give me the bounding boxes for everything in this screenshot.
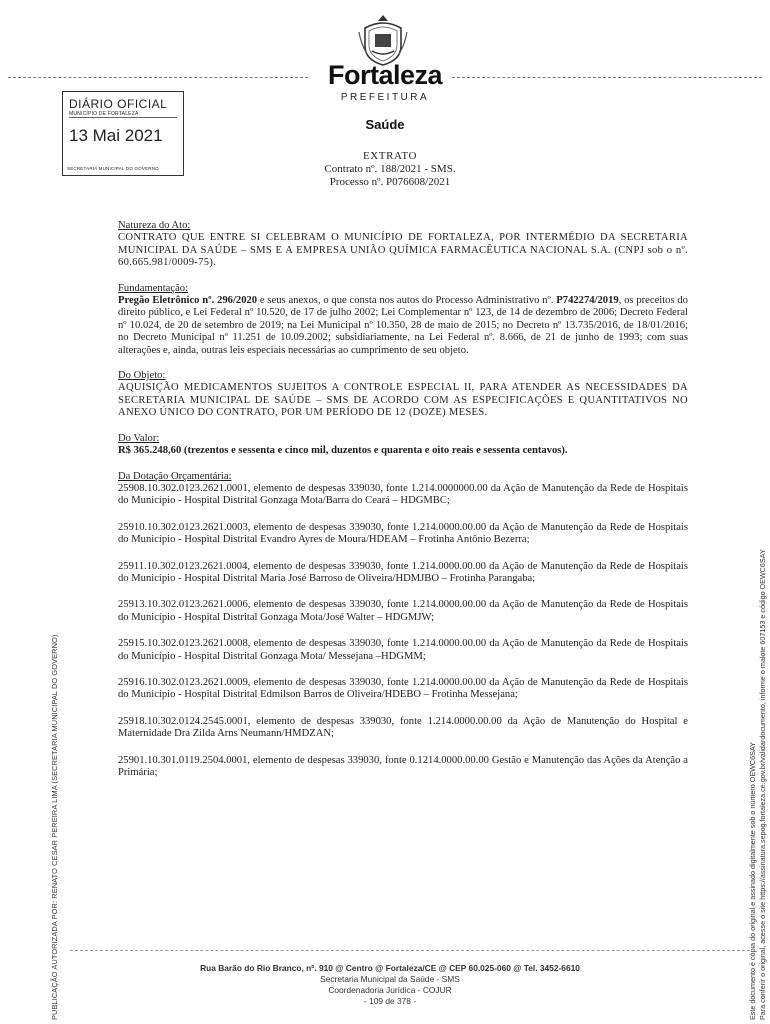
section-title: Do Objeto: — [118, 370, 166, 382]
bid-reference: Pregão Eletrônico nº. 296/2020 — [118, 295, 258, 307]
section-natureza — [118, 220, 688, 270]
budget-item: 25911.10.302.0123.2621.0004, elemento de despesas 339030, fonte 1.214.0000.00.00 da Ação de Manutenção da Rede de Hospitais do Município - Hospital Distrital Maria José Barroso de Oliveira/HDMJBO – Frotinha Parangaba; — [118, 560, 688, 584]
stamp-date: 13 Mai 2021 — [69, 126, 163, 145]
budget-item: 25901.10.301.0119.2504.0001, elemento de despesas 339030, fonte 0.1214.0000.00.00 Gestão e Manutenção das Ações da Atenção a Primária; — [118, 754, 688, 778]
header-rule-left — [8, 77, 308, 78]
fundamentacao-mid: e seus anexos, o que consta nos autos do Processo Administrativo nº. — [257, 295, 557, 307]
header-rule-right — [452, 77, 762, 78]
section-title: Natureza do Ato: — [118, 220, 191, 231]
brand-subtitle: PREFEITURA — [340, 92, 430, 103]
official-gazette-stamp — [62, 91, 184, 176]
footer-coordination: Coordenadoria Jurídica - COJUR — [328, 985, 452, 995]
section-title: Fundamentação: — [118, 282, 189, 294]
publication-authorization-note: PUBLICAÇÃO AUTORIZADA POR: RENATO CESAR PEREIRA LIMA (SECRETARIA MUNICIPAL DO GOVERNO) — [50, 634, 59, 1020]
budget-item: 25910.10.302.0123.2621.0003, elemento de despesas 339030, fonte 1.214.0000.00.00 da Ação de Manutenção da Rede de Hospitais do Município - Hospital Distrital Evandro Ayres de Moura/HDEAM – Frotinha Antônio Bezerra; — [118, 521, 688, 546]
budget-item: 25908.10.302.0123.2621.0001, elemento de despesas 339030, fonte 1.214.0000000.00 da Ação de Manutenção da Rede de Hospitais do Município - Hospital Distrital Gonzaga Mota/Barra do Ceará – HDGMBC; — [118, 482, 688, 507]
section-valor — [118, 433, 688, 458]
section-fundamentacao — [118, 283, 688, 357]
budget-item: 25916.10.302.0123.2621.0009, elemento de despesas 339030, fonte 1.214.0000.00.00 da Ação de Manutenção da Rede de Hospitais do Município - Hospital Distrital Edmilson Barros de Oliveira/HDEBO – Frotinha Messejana; — [118, 676, 688, 701]
budget-item: 25918.10.302.0124.2545.0001, elemento de despesas 339030, fonte 1.214.0000.00.00 da Ação de Manutenção do Hospital e Maternidade Dra Zilda Arns Neumann/HMDZAN; — [118, 715, 688, 740]
digital-signature-note: Este documento é cópia do original e assinado digitalmente sob o número OEWC6SAY — [748, 742, 757, 1020]
brand-name: Fortaleza — [327, 60, 443, 90]
footer-secretariat: Secretaria Municipal da Saúde - SMS — [320, 974, 460, 984]
section-title: Do Valor: — [118, 432, 160, 444]
page-footer — [160, 963, 620, 1007]
section-text — [118, 295, 688, 357]
stamp-subtitle: MUNICÍPIO DE FORTALEZA — [69, 111, 139, 117]
section-objeto — [118, 370, 688, 420]
fundamentacao-text: , os preceitos do direito público, e Lei Federal nº 10.520, de 17 de julho 2002; Lei Complementar nº 123, de 14 de dezembro de 2006; Decreto Federal nº 10.024, de 20 de setembro de 2019; na Lei Municipal nº 10.350, 28 de maio de 2015; no Decreto nº 13.735/2016, de 18/01/2016; no Decreto Municipal nº 11.251 de 10.09.2002; subsidiariamente, na Lei Federal nº. 8.666, de 21 de junho de 1993; com suas alterações e, ainda, outras leis especiais necessárias ao cumprimento de seu objeto. — [118, 295, 688, 356]
document-heading — [280, 150, 500, 189]
section-text: CONTRATO QUE ENTRE SI CELEBRAM O MUNICÍPIO DE FORTALEZA, POR INTERMÉDIO DA SECRETARIA MUNICIPAL DA SAÚDE – SMS E A EMPRESA UNIÃO QUÍMICA FARMACÊUTICA NACIONAL S.A. (CNPJ sob o nº. 60.665.981/0009-75). — [118, 232, 688, 269]
stamp-divider — [69, 117, 177, 118]
process-reference: P742274/2019 — [556, 295, 619, 307]
section-title: Da Dotação Orçamentária: — [118, 470, 232, 482]
contract-value: R$ 365.248,60 (trezentos e sessenta e cinco mil, duzentos e quarenta e oito reais e sessenta centavos). — [118, 445, 568, 457]
section-dotacao — [118, 471, 688, 780]
document-body — [118, 220, 688, 793]
section-text: AQUISIÇÃO MEDICAMENTOS SUJEITOS A CONTROLE ESPECIAL II, PARA ATENDER AS NECESSIDADES DA SECRETARIA MUNICIPAL DE SAÚDE – SMS DE ACORDO COM AS ESPECIFICAÇÕES E QUANTITATIVOS NO ANEXO ÚNICO DO CONTRATO, POR UM PERÍODO DE 12 (DOZE) MESES. — [118, 382, 688, 419]
stamp-footer: SECRETARIA MUNICIPAL DO GOVERNO — [67, 166, 159, 171]
verification-note: Para conferir o original, acesse o site https://assinatura.sepog.fortaleza.ce.gov.br/validardocumento, informe o malote 607153 e código OEWC6SAY — [758, 549, 767, 1020]
page-number: - 109 de 378 - — [363, 996, 417, 1006]
contract-number: Contrato nº. 188/2021 - SMS. — [324, 163, 456, 175]
department-name: Saúde — [365, 117, 405, 132]
brand-block — [322, 62, 448, 132]
stamp-title: DIÁRIO OFICIAL — [69, 97, 168, 111]
budget-item: 25915.10.302.0123.2621.0008, elemento de despesas 339030, fonte 1.214.0000.00.00 da Ação de Manutenção da Rede de Hospitais do Município - Hospital Distrital Gonzaga Mota/ Messejana –HDGMM; — [118, 638, 688, 662]
footer-address: Rua Barão do Rio Branco, nº. 910 @ Centro @ Fortaleza/CE @ CEP 60.025-060 @ Tel. 3452-6610 — [200, 963, 580, 973]
document-type: EXTRATO — [362, 150, 418, 162]
process-number: Processo nº. P076608/2021 — [329, 176, 451, 188]
budget-item: 25913.10.302.0123.2621.0006, elemento de despesas 339030, fonte 1.214.0000.00.00 da Ação de Manutenção da Rede de Hospitais do Município - Hospital Distrital Gonzaga Mota/José Walter – HDGMJW; — [118, 599, 688, 623]
